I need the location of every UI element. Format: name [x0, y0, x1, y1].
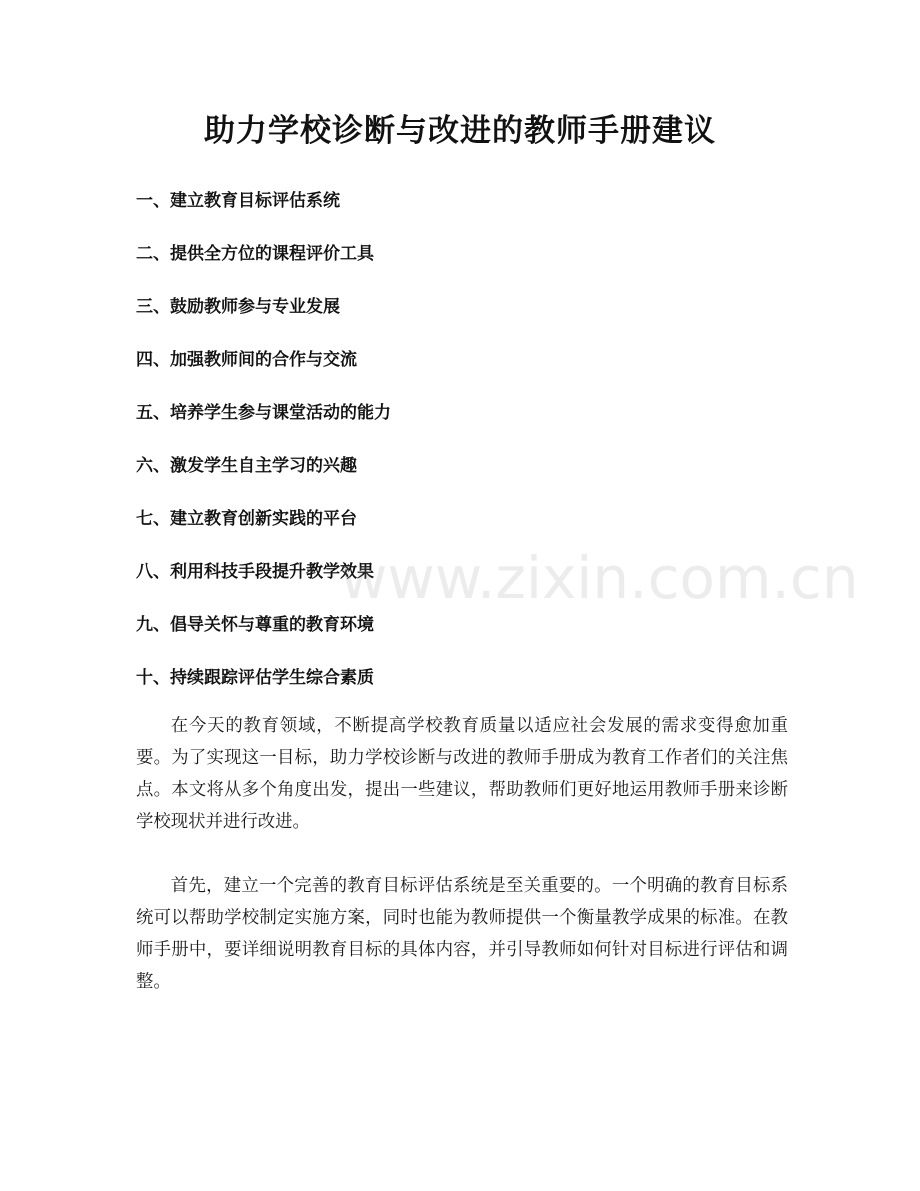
section-heading-2: 二、提供全方位的课程评价工具: [136, 244, 374, 264]
section-heading-4: 四、加强教师间的合作与交流: [136, 350, 357, 370]
section-heading-6: 六、激发学生自主学习的兴趣: [136, 456, 357, 476]
page-title: 助力学校诊断与改进的教师手册建议: [204, 113, 716, 149]
section-heading-3: 三、鼓励教师参与专业发展: [136, 297, 340, 317]
section-heading-5: 五、培养学生参与课堂活动的能力: [136, 403, 391, 423]
section-heading-8: 八、利用科技手段提升教学效果: [136, 562, 374, 582]
section-heading-10: 十、持续跟踪评估学生综合素质: [136, 668, 374, 688]
body-paragraph-1: 在今天的教育领域，不断提高学校教育质量以适应社会发展的需求变得愈加重要。为了实现这一目标，助力学校诊断与改进的教师手册成为教育工作者们的关注焦点。本文将从多个角度出发，提出一些建议，帮助教师们更好地运用教师手册来诊断学校现状并进行改进。: [136, 716, 788, 832]
section-heading-9: 九、倡导关怀与尊重的教育环境: [136, 615, 374, 635]
section-heading-1: 一、建立教育目标评估系统: [136, 191, 340, 211]
section-heading-7: 七、建立教育创新实践的平台: [136, 509, 357, 529]
watermark: www.zixin.com.cn: [340, 544, 859, 612]
section-list: [136, 186, 796, 716]
body-paragraph-2: 首先，建立一个完善的教育目标评估系统是至关重要的。一个明确的教育目标系统可以帮助学校制定实施方案，同时也能为教师提供一个衡量教学成果的标准。在教师手册中，要详细说明教育目标的具体内容，并引导教师如何针对目标进行评估和调整。: [136, 876, 788, 992]
